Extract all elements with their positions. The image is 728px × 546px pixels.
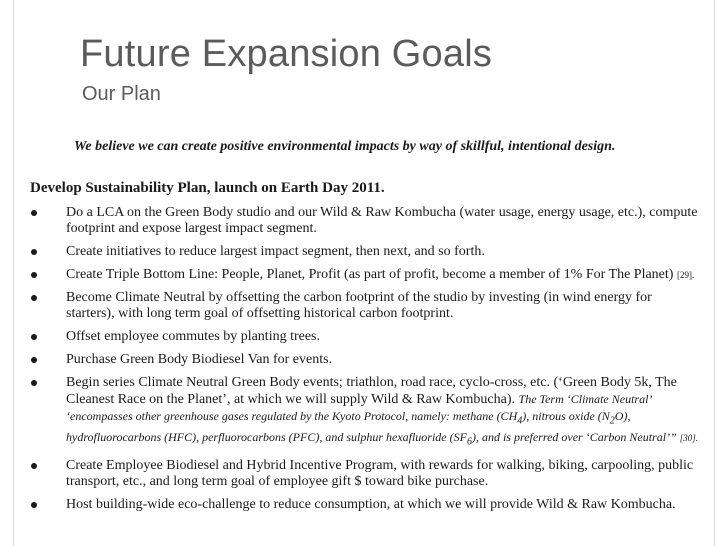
citation: [29]. <box>676 270 695 280</box>
bullet-text: Purchase Green Body Biodiesel Van for events. <box>66 352 333 367</box>
list-item <box>30 244 700 260</box>
bullet-text: Become Climate Neutral by offsetting the carbon footprint of the studio by investing (in wind energy for starters), with long term goal of offsetting historical carbon footprint. <box>66 290 652 321</box>
subscript: 4 <box>517 415 523 427</box>
note-part: The Term ‘Climate Neutral’ ‘encompasses other greenhouse gases regulated by the Kyoto Protocol, namely: methane (CH <box>66 392 652 423</box>
list-item <box>30 267 700 283</box>
bullet-icon <box>31 357 37 363</box>
bullet-icon <box>31 380 37 386</box>
bullet-icon <box>31 272 37 278</box>
list-item <box>30 375 700 451</box>
bullet-text: Create Employee Biodiesel and Hybrid Incentive Program, with rewards for walking, biking, carpooling, public transport, etc., and long term goal of employee gift $ toward bike purchase. <box>66 457 694 489</box>
bullet-icon <box>31 334 37 340</box>
note-part: ), nitrous oxide (N <box>522 409 610 423</box>
list-item <box>30 205 700 237</box>
list-item <box>30 329 700 345</box>
bullet-text: Offset employee commutes by planting trees. <box>66 329 321 344</box>
note-part: O), hydrofluorocarbons (HFC), perfluorocarbons (PFC), and sulphur hexafluoride (SF <box>66 409 631 445</box>
bullet-icon <box>31 463 37 469</box>
bullet-icon <box>31 502 37 508</box>
bullet-list <box>30 205 700 520</box>
bullet-icon <box>31 249 37 255</box>
citation: [30]. <box>679 433 698 444</box>
note-part: ), and is preferred over ‘Carbon Neutral’” <box>471 430 677 445</box>
list-item <box>30 290 700 322</box>
bullet-text: Host building-wide eco-challenge to reduce consumption, at which we will provide Wild & Raw Kombucha. <box>66 496 676 512</box>
plan-heading: Develop Sustainability Plan, launch on Earth Day 2011. <box>30 180 385 196</box>
bullet-text: Do a LCA on the Green Body studio and our Wild & Raw Kombucha (water usage, energy usage, etc.), compute footprint and expose largest impact segment. <box>66 205 698 236</box>
slide-title: Future Expansion Goals <box>80 33 493 75</box>
bullet-text: Create initiatives to reduce largest impact segment, then next, and so forth. <box>66 244 485 259</box>
tagline: We believe we can create positive environmental impacts by way of skillful, intentional design. <box>74 139 616 154</box>
bullet-text: Create Triple Bottom Line: People, Planet, Profit (as part of profit, become a member of 1% For The Planet) <box>66 267 674 282</box>
bullet-text: Begin series Climate Neutral Green Body events; triathlon, road race, cyclo-cross, etc. (‘Green Body 5k, The Cleanest Race on the Planet’, at which we will supply Wild & Raw Kombucha). <box>66 375 677 407</box>
subscript: 2 <box>609 415 615 427</box>
list-item <box>30 497 700 513</box>
list-item <box>30 458 700 490</box>
list-item <box>30 352 700 368</box>
slide-subtitle: Our Plan <box>82 83 161 105</box>
right-divider <box>714 0 715 546</box>
bullet-icon <box>31 210 37 216</box>
subscript: 6 <box>466 436 472 448</box>
left-divider <box>13 0 14 546</box>
bullet-icon <box>31 295 37 301</box>
